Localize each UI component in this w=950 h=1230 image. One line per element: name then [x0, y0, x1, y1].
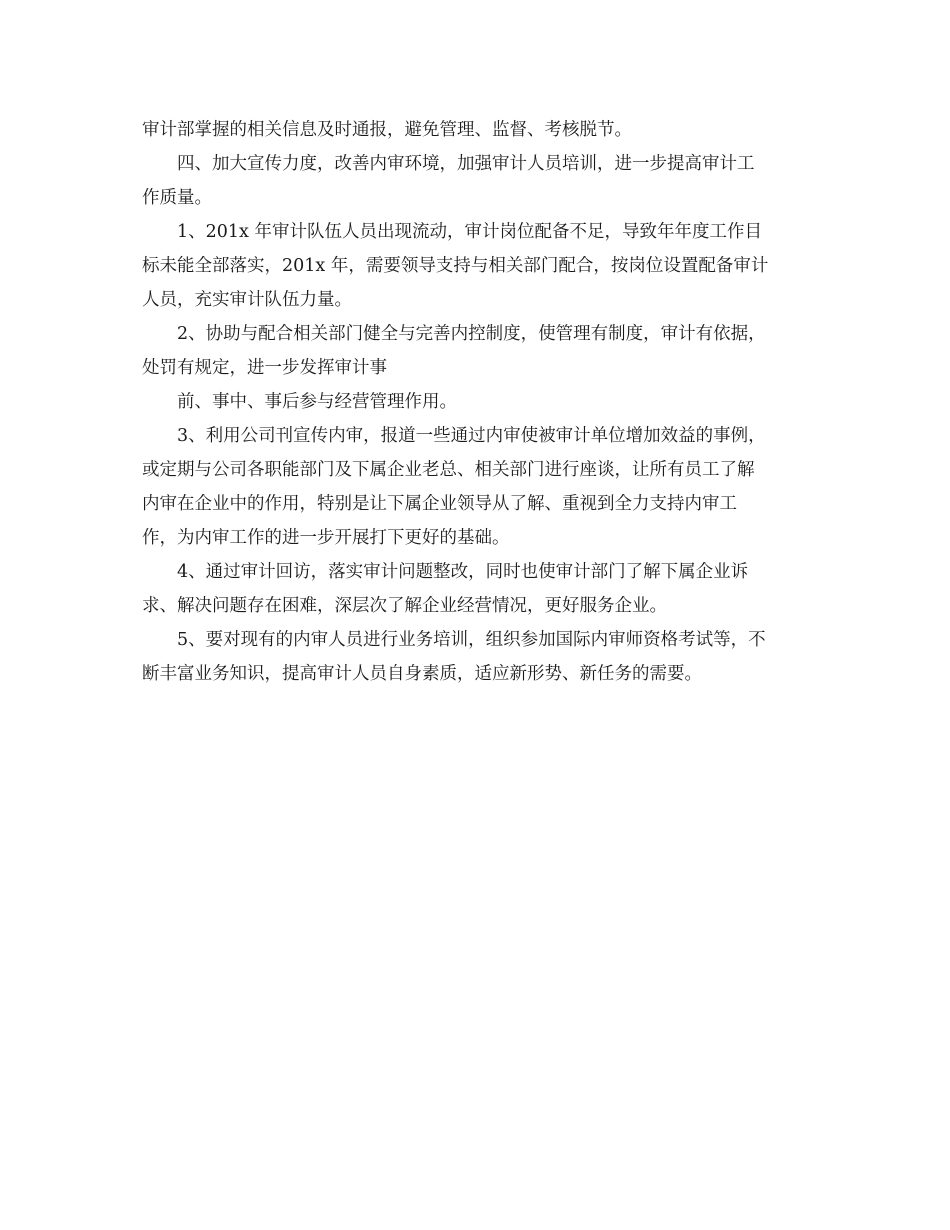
text-line-8: 处罚有规定，进一步发挥审计事: [142, 358, 387, 378]
text-line-13: 作，为内审工作的进一步开展打下更好的基础。: [142, 528, 510, 548]
text-line-11: 或定期与公司各职能部门及下属企业老总、相关部门进行座谈，让所有员工了解: [142, 460, 755, 480]
text-line-1: 审计部掌握的相关信息及时通报，避免管理、监督、考核脱节。: [142, 120, 632, 140]
text-line-15: 求、解决问题存在困难，深层次了解企业经营情况，更好服务企业。: [142, 596, 667, 616]
text-line-14: 4、通过审计回访，落实审计问题整改，同时也使审计部门了解下属企业诉: [177, 562, 749, 582]
text-line-10: 3、利用公司刊宣传内审，报道一些通过内审使被审计单位增加效益的事例，: [177, 426, 766, 446]
text-line-17: 断丰富业务知识，提高审计人员自身素质，适应新形势、新任务的需要。: [142, 664, 702, 684]
text-line-9: 前、事中、事后参与经营管理作用。: [177, 392, 457, 412]
text-line-2: 四、加大宣传力度，改善内审环境，加强审计人员培训，进一步提高审计工: [177, 154, 755, 174]
text-line-6: 人员，充实审计队伍力量。: [142, 290, 352, 310]
text-line-7: 2、协助与配合相关部门健全与完善内控制度，使管理有制度，审计有依据，: [177, 324, 766, 344]
text-line-4: 1、201x 年审计队伍人员出现流动，审计岗位配备不足，导致年年度工作目: [177, 222, 762, 242]
text-line-16: 5、要对现有的内审人员进行业务培训，组织参加国际内审师资格考试等，不: [177, 630, 766, 650]
text-line-12: 内审在企业中的作用，特别是让下属企业领导从了解、重视到全力支持内审工: [142, 494, 737, 514]
text-line-5: 标未能全部落实，201x 年，需要领导支持与相关部门配合，按岗位设置配备审计: [142, 256, 769, 276]
text-line-3: 作质量。: [142, 188, 212, 208]
